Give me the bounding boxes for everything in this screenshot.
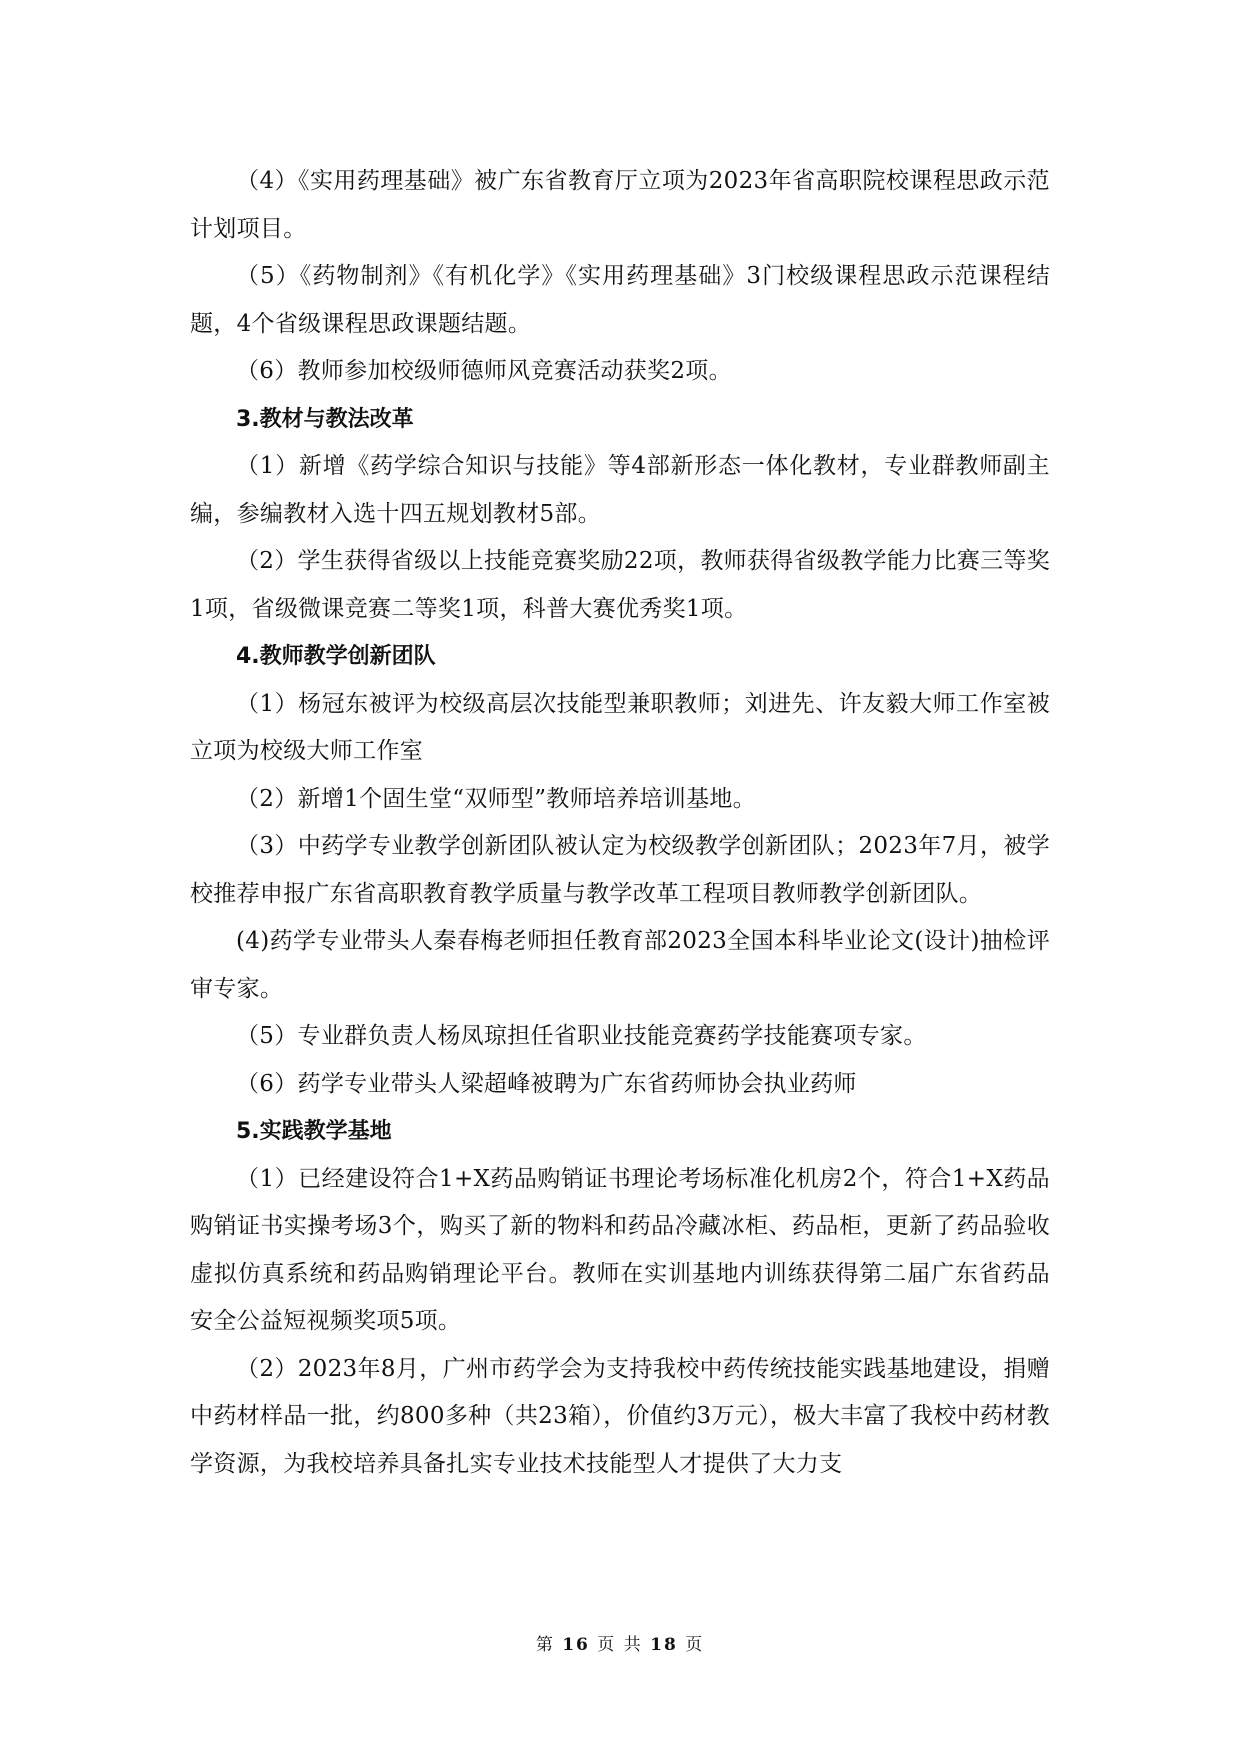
footer-middle: 页 共 [597, 1635, 643, 1655]
paragraph: （2）2023年8月，广州市药学会为支持我校中药传统技能实践基地建设，捐赠中药材样品一批，约800多种（共23箱），价值约3万元），极大丰富了我校中药材教学资源，为我校培养具备扎实专业技术技能型人才提供了大力支 [190, 1355, 1050, 1477]
section-heading: 4.教师教学创新团队 [236, 644, 436, 669]
paragraph: （2）学生获得省级以上技能竞赛奖励22项，教师获得省级教学能力比赛三等奖1项，省级微课竞赛二等奖1项，科普大赛优秀奖1项。 [190, 548, 1050, 622]
paragraph: （6）教师参加校级师德师风竞赛活动获奖2项。 [236, 358, 732, 384]
paragraph: （5）专业群负责人杨凤琼担任省职业技能竞赛药学技能赛项专家。 [236, 1023, 927, 1049]
paragraph: （5）《药物制剂》《有机化学》《实用药理基础》3门校级课程思政示范课程结题，4个省级课程思政课题结题。 [190, 263, 1050, 337]
paragraph: （1）已经建设符合1+X药品购销证书理论考场标准化机房2个，符合1+X药品购销证书实操考场3个，购买了新的物料和药品冷藏冰柜、药品柜，更新了药品验收虚拟仿真系统和药品购销理论平台。教师在实训基地内训练获得第二届广东省药品安全公益短视频奖项5项。 [190, 1165, 1050, 1334]
page-body [190, 158, 1050, 1488]
section-heading: 5.实践教学基地 [236, 1119, 392, 1144]
section-heading: 3.教材与教法改革 [236, 406, 414, 432]
paragraph: （1）新增《药学综合知识与技能》等4部新形态一体化教材，专业群教师副主编，参编教材入选十四五规划教材5部。 [190, 453, 1050, 527]
footer-suffix: 页 [685, 1635, 705, 1655]
paragraph: （3）中药学专业教学创新团队被认定为校级教学创新团队；2023年7月，被学校推荐申报广东省高职教育教学质量与教学改革工程项目教师教学创新团队。 [190, 833, 1050, 907]
page-footer [0, 1630, 1240, 1655]
paragraph: （2）新增1个固生堂“双师型”教师培养培训基地。 [236, 785, 756, 812]
paragraph: （6）药学专业带头人梁超峰被聘为广东省药师协会执业药师 [236, 1070, 857, 1097]
paragraph: （1）杨冠东被评为校级高层次技能型兼职教师；刘进先、许友毅大师工作室被立项为校级大师工作室 [190, 690, 1050, 764]
paragraph: (4)药学专业带头人秦春梅老师担任教育部2023全国本科毕业论文(设计)抽检评审专家。 [190, 928, 1050, 1002]
current-page-number: 16 [562, 1635, 590, 1655]
total-pages-number: 18 [650, 1635, 678, 1655]
footer-prefix: 第 [535, 1635, 555, 1655]
paragraph: （4）《实用药理基础》被广东省教育厅立项为2023年省高职院校课程思政示范计划项目。 [190, 168, 1050, 242]
